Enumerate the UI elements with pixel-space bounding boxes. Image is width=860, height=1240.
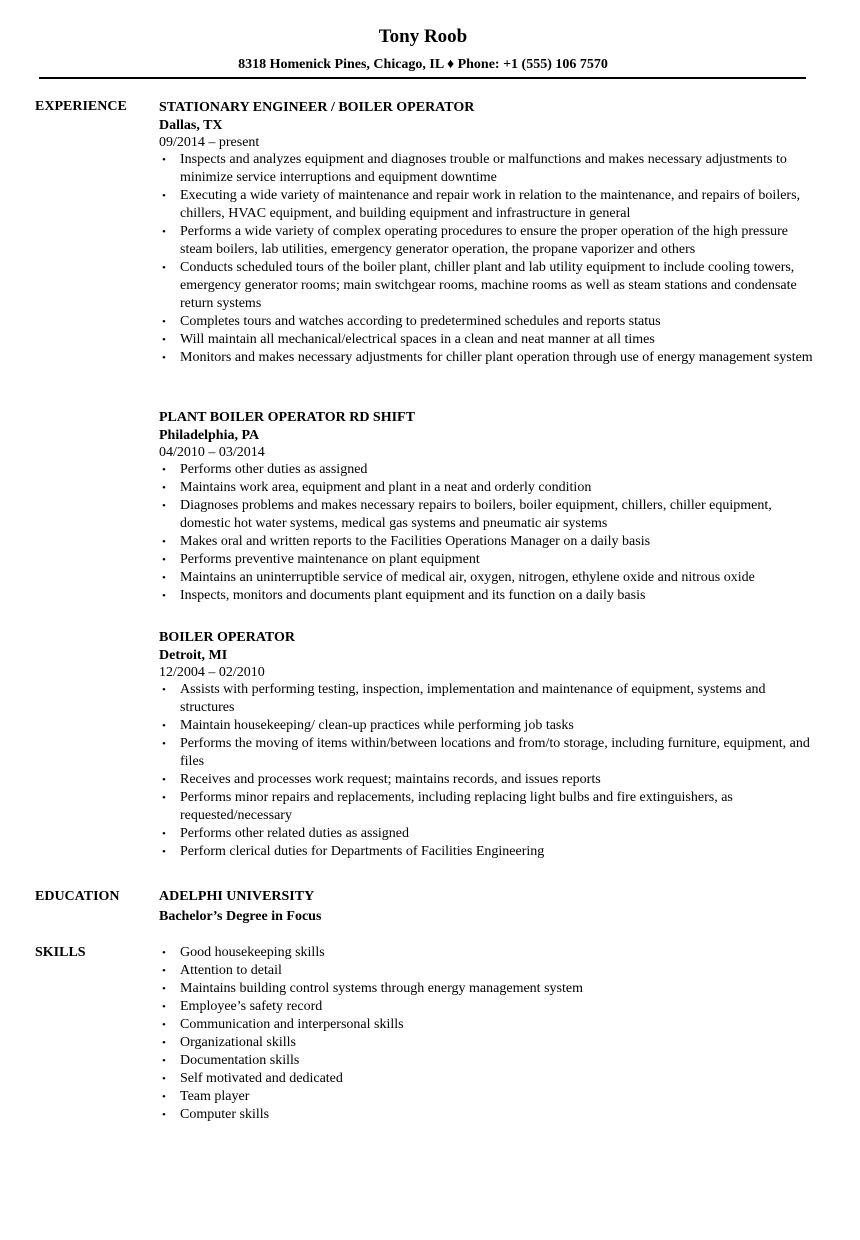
list-item (159, 1052, 819, 1070)
list-item (159, 825, 819, 843)
list-item (159, 587, 819, 605)
list-item-text: Communication and interpersonal skills (180, 1017, 404, 1032)
list-item (159, 1088, 819, 1106)
list-item-text: Performs a wide variety of complex operating procedures to ensure the proper operation of the high pressure steam boilers, lab utilities, emergency generator operation, the propane vaporizer and others (180, 224, 789, 257)
bullet-icon: • (162, 1055, 166, 1067)
school-name: ADELPHI UNIVERSITY (159, 889, 315, 904)
list-item (159, 223, 819, 259)
job-dates: 04/2010 – 03/2014 (159, 445, 265, 460)
job-dates: 09/2014 – present (159, 135, 260, 150)
list-item-text: Executing a wide variety of maintenance and repair work in relation to the maintenance, and repairs of boilers, chillers, HVAC equipment, and building equipment and infrastructure in general (180, 188, 801, 221)
bullet-icon: • (162, 1091, 166, 1103)
list-item (159, 551, 819, 569)
list-item (159, 998, 819, 1016)
job-entry (159, 409, 819, 605)
list-item (159, 1034, 819, 1052)
contact-line: 8318 Homenick Pines, Chicago, IL ♦ Phone: +1 (555) 106 7570 (238, 57, 608, 72)
list-item-text: Attention to detail (180, 963, 282, 978)
bullet-icon: • (162, 316, 166, 328)
job-title: PLANT BOILER OPERATOR RD SHIFT (159, 410, 415, 425)
list-item-text: Employee’s safety record (180, 999, 323, 1014)
bullet-icon: • (162, 965, 166, 977)
job-bullets (159, 681, 819, 861)
bullet-icon: • (162, 947, 166, 959)
list-item-text: Self motivated and dedicated (180, 1071, 343, 1086)
bullet-icon: • (162, 572, 166, 584)
header-divider (39, 77, 806, 79)
list-item-text: Inspects and analyzes equipment and diagnoses trouble or malfunctions and makes necessary adjustments to minimize service interruptions and equipment downtime (180, 152, 787, 185)
bullet-icon: • (162, 262, 166, 274)
list-item-text: Maintains work area, equipment and plant in a neat and orderly condition (180, 480, 592, 495)
list-item-text: Monitors and makes necessary adjustments for chiller plant operation through use of energy management system (180, 350, 813, 365)
list-item (159, 681, 819, 717)
list-item (159, 313, 819, 331)
list-item-text: Computer skills (180, 1107, 270, 1122)
list-item (159, 569, 819, 587)
list-item-text: Team player (180, 1089, 250, 1104)
list-item-text: Receives and processes work request; maintains records, and issues reports (180, 772, 601, 787)
candidate-name: Tony Roob (378, 26, 468, 47)
bullet-icon: • (162, 1001, 166, 1013)
list-item-text: Organizational skills (180, 1035, 296, 1050)
job-entry (159, 629, 819, 861)
list-item (159, 331, 819, 349)
job-location: Detroit, MI (159, 648, 228, 663)
list-item (159, 962, 819, 980)
list-item-text: Makes oral and written reports to the Facilities Operations Manager on a daily basis (180, 534, 651, 549)
list-item-text: Completes tours and watches according to predetermined schedules and reports status (180, 314, 661, 329)
bullet-icon: • (162, 720, 166, 732)
list-item-text: Performs minor repairs and replacements, including replacing light bulbs and fire extinguishers, as requested/necessary (180, 790, 733, 823)
list-item (159, 1106, 819, 1124)
list-item-text: Maintains an uninterruptible service of medical air, oxygen, nitrogen, ethylene oxide and nitrous oxide (180, 570, 755, 585)
list-item (159, 1070, 819, 1088)
bullet-icon: • (162, 983, 166, 995)
list-item (159, 717, 819, 735)
skills-label: SKILLS (35, 945, 86, 960)
list-item (159, 843, 819, 861)
list-item (159, 944, 819, 962)
bullet-icon: • (162, 828, 166, 840)
bullet-icon: • (162, 536, 166, 548)
job-bullets (159, 151, 819, 367)
list-item (159, 771, 819, 789)
list-item-text: Performs the moving of items within/between locations and from/to storage, including furniture, equipment, and files (180, 736, 810, 769)
bullet-icon: • (162, 1073, 166, 1085)
bullet-icon: • (162, 464, 166, 476)
bullet-icon: • (162, 352, 166, 364)
bullet-icon: • (162, 684, 166, 696)
bullet-icon: • (162, 792, 166, 804)
list-item-text: Good housekeeping skills (180, 945, 325, 960)
experience-label: EXPERIENCE (35, 99, 127, 114)
list-item-text: Will maintain all mechanical/electrical spaces in a clean and neat manner at all times (180, 332, 655, 347)
list-item (159, 349, 819, 367)
list-item (159, 735, 819, 771)
bullet-icon: • (162, 1037, 166, 1049)
job-location: Philadelphia, PA (159, 428, 260, 443)
education-label: EDUCATION (35, 889, 120, 904)
bullet-icon: • (162, 334, 166, 346)
list-item (159, 789, 819, 825)
list-item (159, 461, 819, 479)
list-item (159, 479, 819, 497)
list-item-text: Performs other related duties as assigned (180, 826, 409, 841)
skills-list (159, 944, 819, 1124)
list-item-text: Perform clerical duties for Departments of Facilities Engineering (180, 844, 545, 859)
bullet-icon: • (162, 1019, 166, 1031)
list-item-text: Performs preventive maintenance on plant equipment (180, 552, 480, 567)
list-item (159, 259, 819, 313)
job-title: BOILER OPERATOR (159, 630, 296, 645)
bullet-icon: • (162, 226, 166, 238)
bullet-icon: • (162, 774, 166, 786)
resume-header (0, 24, 846, 74)
job-entry (159, 99, 819, 367)
job-location: Dallas, TX (159, 118, 223, 133)
list-item-text: Inspects, monitors and documents plant equipment and its function on a daily basis (180, 588, 646, 603)
bullet-icon: • (162, 846, 166, 858)
list-item-text: Maintain housekeeping/ clean-up practices while performing job tasks (180, 718, 574, 733)
list-item (159, 533, 819, 551)
list-item (159, 497, 819, 533)
bullet-icon: • (162, 500, 166, 512)
bullet-icon: • (162, 190, 166, 202)
job-dates: 12/2004 – 02/2010 (159, 665, 265, 680)
list-item-text: Assists with performing testing, inspection, implementation and maintenance of equipment, systems and structures (180, 682, 766, 715)
bullet-icon: • (162, 738, 166, 750)
list-item-text: Conducts scheduled tours of the boiler plant, chiller plant and lab utility equipment to include cooling towers, emergency generator rooms; main switchgear rooms, machine rooms as well as steam stations and condensate return systems (180, 260, 797, 311)
list-item-text: Maintains building control systems through energy management system (180, 981, 583, 996)
education-entry (159, 887, 819, 927)
list-item (159, 187, 819, 223)
list-item-text: Documentation skills (180, 1053, 300, 1068)
list-item (159, 1016, 819, 1034)
list-item (159, 980, 819, 998)
skills-entry (159, 944, 819, 1124)
list-item (159, 151, 819, 187)
bullet-icon: • (162, 1109, 166, 1121)
job-bullets (159, 461, 819, 605)
list-item-text: Performs other duties as assigned (180, 462, 368, 477)
bullet-icon: • (162, 590, 166, 602)
bullet-icon: • (162, 482, 166, 494)
list-item-text: Diagnoses problems and makes necessary repairs to boilers, boiler equipment, chillers, chiller equipment, domestic hot water systems, medical gas systems and pneumatic air systems (180, 498, 772, 531)
bullet-icon: • (162, 154, 166, 166)
job-title: STATIONARY ENGINEER / BOILER OPERATOR (159, 100, 475, 115)
degree: Bachelor’s Degree in Focus (159, 909, 322, 924)
bullet-icon: • (162, 554, 166, 566)
